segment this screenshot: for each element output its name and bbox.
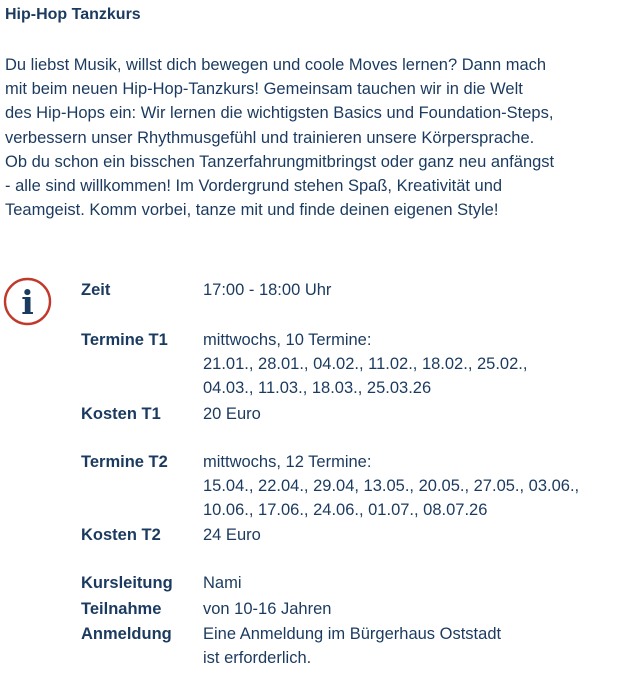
termine-t1-value [203,328,527,400]
termine-t2-line: 15.04., 22.04., 29.04, 13.05., 20.05., 27.05., 03.06., [203,477,580,495]
kursleitung-value: Nami [203,574,242,592]
termine-t2-value [203,450,579,522]
intro-line: des Hip-Hops ein: Wir lernen die wichtigsten Basics und Foundation-Steps, [5,104,554,123]
anmeldung-line: Eine Anmeldung im Bürgerhaus Oststadt [203,625,502,643]
termine-t1-line: 21.01., 28.01., 04.02., 11.02., 18.02., 25.02., [203,355,528,373]
zeit-label: Zeit [81,281,111,299]
kosten-t1-label: Kosten T1 [81,405,161,423]
intro-line: Teamgeist. Komm vorbei, tanze mit und finde deinen eigenen Style! [5,201,499,220]
intro-paragraph [5,53,617,222]
anmeldung-value [203,622,501,670]
info-glyph: i [21,283,34,322]
anmeldung-label: Anmeldung [81,625,172,643]
kosten-t2-label: Kosten T2 [81,526,161,544]
kosten-t1-value: 20 Euro [203,405,261,423]
info-icon [3,277,52,326]
termine-t2-line: mittwochs, 12 Termine: [203,453,372,471]
zeit-value: 17:00 - 18:00 Uhr [203,281,332,299]
kursleitung-label: Kursleitung [81,574,173,592]
page-title: Hip-Hop Tanzkurs [5,6,141,23]
teilnahme-value: von 10-16 Jahren [203,600,332,618]
termine-t2-line: 10.06., 17.06., 24.06., 01.07., 08.07.26 [203,501,488,519]
intro-line: verbessern unser Rhythmusgefühl und trainieren unsere Körpersprache. [5,128,535,147]
anmeldung-line: ist erforderlich. [203,649,312,667]
termine-t1-label: Termine T1 [81,331,168,349]
intro-line: Ob du schon ein bisschen Tanzerfahrungmitbringst oder ganz neu anfängst [5,152,555,171]
kosten-t2-value: 24 Euro [203,526,261,544]
termine-t1-line: 04.03., 11.03., 18.03., 25.03.26 [203,379,432,397]
intro-line: Du liebst Musik, willst dich bewegen und coole Moves lernen? Dann mach [5,56,547,74]
termine-t2-label: Termine T2 [81,453,168,471]
termine-t1-line: mittwochs, 10 Termine: [203,331,372,349]
intro-line: mit beim neuen Hip-Hop-Tanzkurs! Gemeinsam tauchen wir in die Welt [5,80,523,99]
intro-line: - alle sind willkommen! Im Vordergrund stehen Spaß, Kreativität und [5,177,503,196]
teilnahme-label: Teilnahme [81,600,162,618]
